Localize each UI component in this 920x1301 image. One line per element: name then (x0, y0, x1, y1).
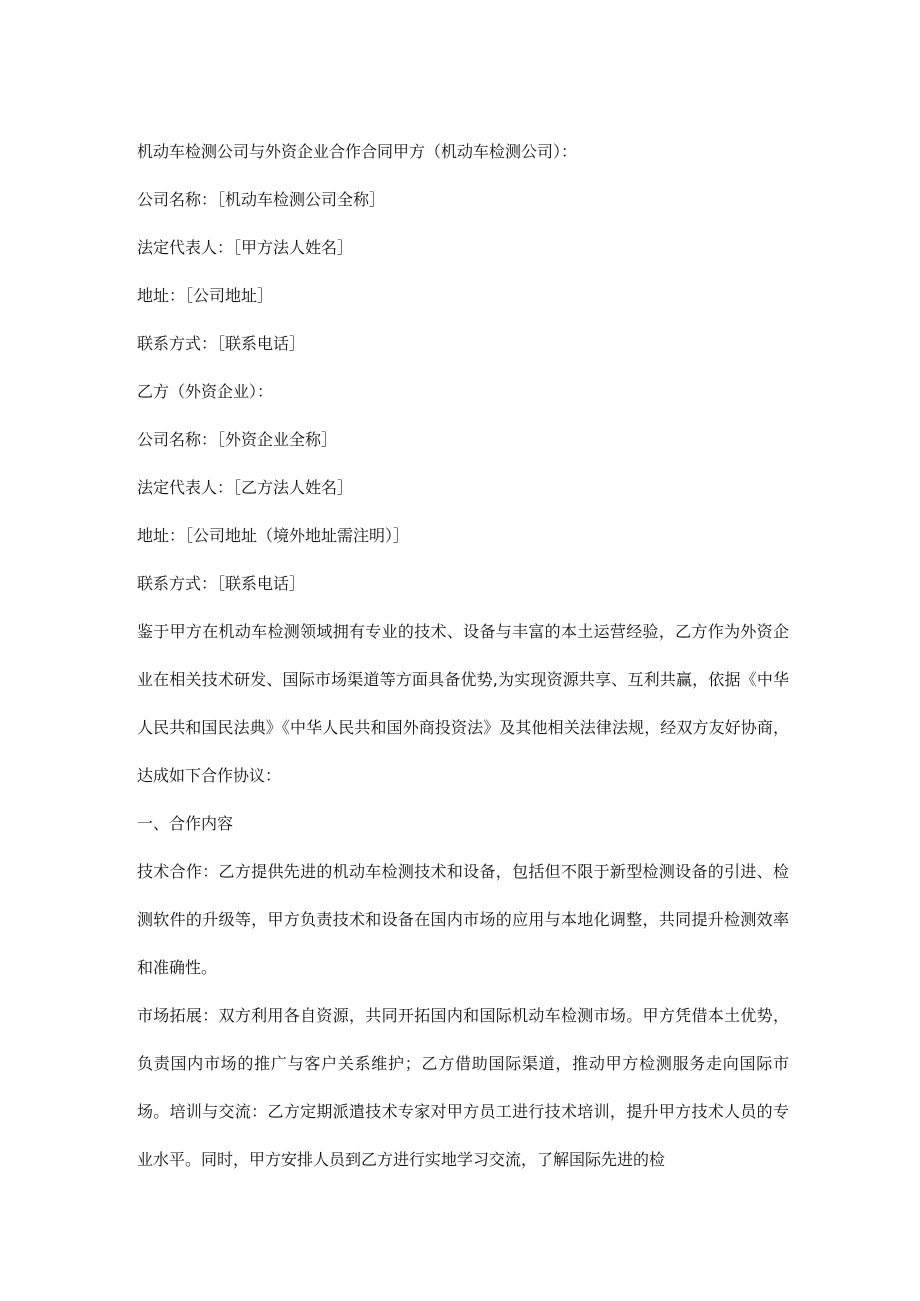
preamble-paragraph: 鉴于甲方在机动车检测领域拥有专业的技术、设备与丰富的本土运营经验，乙方作为外资企业在相关技术研发、国际市场渠道等方面具备优势,为实现资源共享、互利共赢，依据《中华人民共和国民法典》《中华人民共和国外商投资法》及其他相关法律法规，经双方友好协商，达成如下合作协议： (137, 622, 789, 785)
party-b-heading: 乙方（外资企业）： (137, 382, 274, 401)
document-body (137, 128, 797, 1184)
party-b-contact: 联系方式：［联系电话］ (137, 574, 306, 593)
party-b-address: 地址：［公司地址（境外地址需注明）］ (137, 526, 410, 545)
tech-cooperation-paragraph: 技术合作：乙方提供先进的机动车检测技术和设备，包括但不限于新型检测设备的引进、检测软件的升级等，甲方负责技术和设备在国内市场的应用与本地化调整，共同提升检测效率和准确性。 (137, 862, 789, 977)
party-a-address: 地址：［公司地址］ (137, 286, 274, 305)
party-a-legal-rep: 法定代表人：［甲方法人姓名］ (137, 238, 354, 257)
party-a-company-name: 公司名称：［机动车检测公司全称］ (137, 190, 386, 209)
party-a-contact: 联系方式：［联系电话］ (137, 334, 306, 353)
party-b-company-name: 公司名称：［外资企业全称］ (137, 430, 338, 449)
market-expansion-paragraph: 市场拓展：双方利用各自资源，共同开拓国内和国际机动车检测市场。甲方凭借本土优势，负责国内市场的推广与客户关系维护；乙方借助国际渠道，推动甲方检测服务走向国际市场。培训与交流：乙方定期派遣技术专家对甲方员工进行技术培训，提升甲方技术人员的专业水平。同时，甲方安排人员到乙方进行实地学习交流，了解国际先进的检 (137, 1006, 789, 1169)
party-b-legal-rep: 法定代表人：［乙方法人姓名］ (137, 478, 354, 497)
section-heading-cooperation: 一、合作内容 (137, 814, 234, 833)
contract-title: 机动车检测公司与外资企业合作合同甲方（机动车检测公司）： (137, 142, 578, 161)
